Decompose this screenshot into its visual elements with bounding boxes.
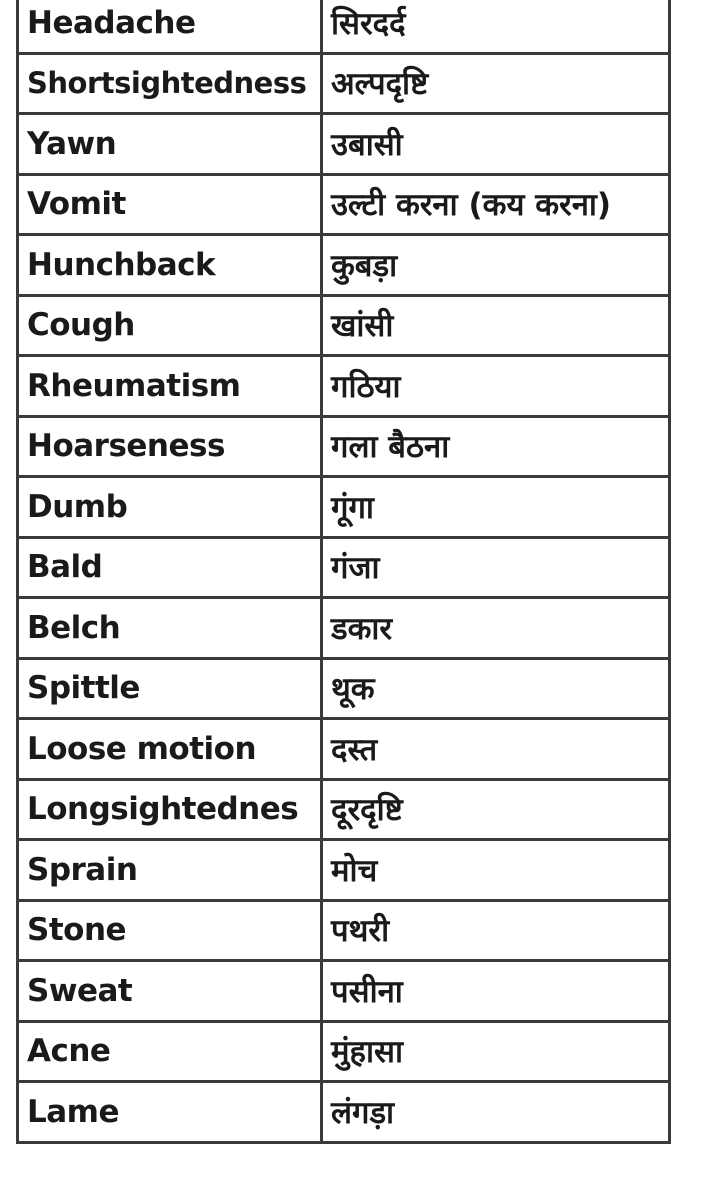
hindi-meaning-cell xyxy=(322,477,670,538)
english-word: Hunchback xyxy=(27,246,216,283)
hindi-meaning-cell xyxy=(322,295,670,356)
english-word-cell xyxy=(18,719,322,780)
table-row xyxy=(18,114,670,175)
hindi-meaning: मोच xyxy=(331,852,378,889)
hindi-meaning: सिरदर्द xyxy=(331,5,406,42)
table-row xyxy=(18,53,670,114)
english-word: Hoarseness xyxy=(27,428,225,465)
english-word-cell xyxy=(18,961,322,1022)
table-row xyxy=(18,537,670,598)
table-row xyxy=(18,1021,670,1082)
english-word-cell xyxy=(18,0,322,53)
hindi-meaning-cell xyxy=(322,537,670,598)
english-word-cell xyxy=(18,900,322,961)
hindi-meaning-cell xyxy=(322,840,670,901)
english-word-cell xyxy=(18,174,322,235)
hindi-meaning: उल्टी करना (कय करना) xyxy=(331,187,612,224)
hindi-meaning: गंजा xyxy=(331,550,380,587)
hindi-meaning: पसीना xyxy=(331,973,403,1010)
table-row xyxy=(18,416,670,477)
hindi-meaning: उबासी xyxy=(331,126,403,163)
table-row xyxy=(18,295,670,356)
english-word: Longsightednes xyxy=(27,791,299,828)
english-word-cell xyxy=(18,53,322,114)
hindi-meaning-cell xyxy=(322,719,670,780)
table-row xyxy=(18,235,670,296)
hindi-meaning: गठिया xyxy=(331,368,401,405)
hindi-meaning: थूक xyxy=(331,671,375,708)
hindi-meaning-cell xyxy=(322,0,670,53)
table-row xyxy=(18,0,670,53)
english-word: Headache xyxy=(27,4,196,41)
english-word-cell xyxy=(18,235,322,296)
english-word: Dumb xyxy=(27,488,128,525)
english-word: Sweat xyxy=(27,972,133,1009)
hindi-meaning: दस्त xyxy=(331,731,378,768)
english-word: Lame xyxy=(27,1093,119,1130)
hindi-meaning-cell xyxy=(322,1082,670,1143)
hindi-meaning: गूंगा xyxy=(331,489,374,526)
hindi-meaning-cell xyxy=(322,779,670,840)
hindi-meaning: पथरी xyxy=(331,913,390,950)
table-row xyxy=(18,658,670,719)
hindi-meaning: दूरदृष्टि xyxy=(331,792,403,829)
english-word-cell xyxy=(18,1082,322,1143)
english-word-cell xyxy=(18,840,322,901)
table-row xyxy=(18,900,670,961)
english-word-cell xyxy=(18,356,322,417)
table-row xyxy=(18,779,670,840)
english-word-cell xyxy=(18,658,322,719)
vocabulary-table-body xyxy=(18,0,670,1142)
table-row xyxy=(18,840,670,901)
english-word: Rheumatism xyxy=(27,367,241,404)
hindi-meaning: अल्पदृष्टि xyxy=(331,66,429,103)
english-word: Vomit xyxy=(27,186,126,223)
hindi-meaning-cell xyxy=(322,598,670,659)
hindi-meaning-cell xyxy=(322,416,670,477)
english-word-cell xyxy=(18,295,322,356)
hindi-meaning: लंगड़ा xyxy=(331,1094,395,1131)
hindi-meaning-cell xyxy=(322,114,670,175)
hindi-meaning-cell xyxy=(322,961,670,1022)
english-word: Sprain xyxy=(27,851,138,888)
table-row xyxy=(18,598,670,659)
hindi-meaning-cell xyxy=(322,356,670,417)
english-word-cell xyxy=(18,598,322,659)
hindi-meaning: मुंहासा xyxy=(331,1034,404,1071)
english-word-cell xyxy=(18,537,322,598)
hindi-meaning: गला बैठना xyxy=(331,429,450,466)
table-row xyxy=(18,174,670,235)
hindi-meaning: कुबड़ा xyxy=(331,247,398,284)
english-word: Acne xyxy=(27,1033,111,1070)
hindi-meaning-cell xyxy=(322,1021,670,1082)
english-word-cell xyxy=(18,416,322,477)
english-word: Shortsightedness xyxy=(27,66,307,101)
hindi-meaning: डकार xyxy=(331,610,393,647)
english-word: Bald xyxy=(27,549,103,586)
hindi-meaning-cell xyxy=(322,900,670,961)
hindi-meaning-cell xyxy=(322,658,670,719)
hindi-meaning-cell xyxy=(322,174,670,235)
english-word: Belch xyxy=(27,609,121,646)
hindi-meaning: खांसी xyxy=(331,308,394,345)
english-word: Spittle xyxy=(27,670,140,707)
english-word-cell xyxy=(18,477,322,538)
hindi-meaning-cell xyxy=(322,235,670,296)
table-row xyxy=(18,719,670,780)
english-word: Stone xyxy=(27,912,127,949)
english-word-cell xyxy=(18,779,322,840)
vocabulary-table xyxy=(16,0,671,1144)
english-word-cell xyxy=(18,1021,322,1082)
table-row xyxy=(18,356,670,417)
english-word: Loose motion xyxy=(27,730,257,767)
table-row xyxy=(18,1082,670,1143)
table-row xyxy=(18,961,670,1022)
hindi-meaning-cell xyxy=(322,53,670,114)
table-row xyxy=(18,477,670,538)
english-word: Cough xyxy=(27,307,135,344)
english-word-cell xyxy=(18,114,322,175)
english-word: Yawn xyxy=(27,125,117,162)
